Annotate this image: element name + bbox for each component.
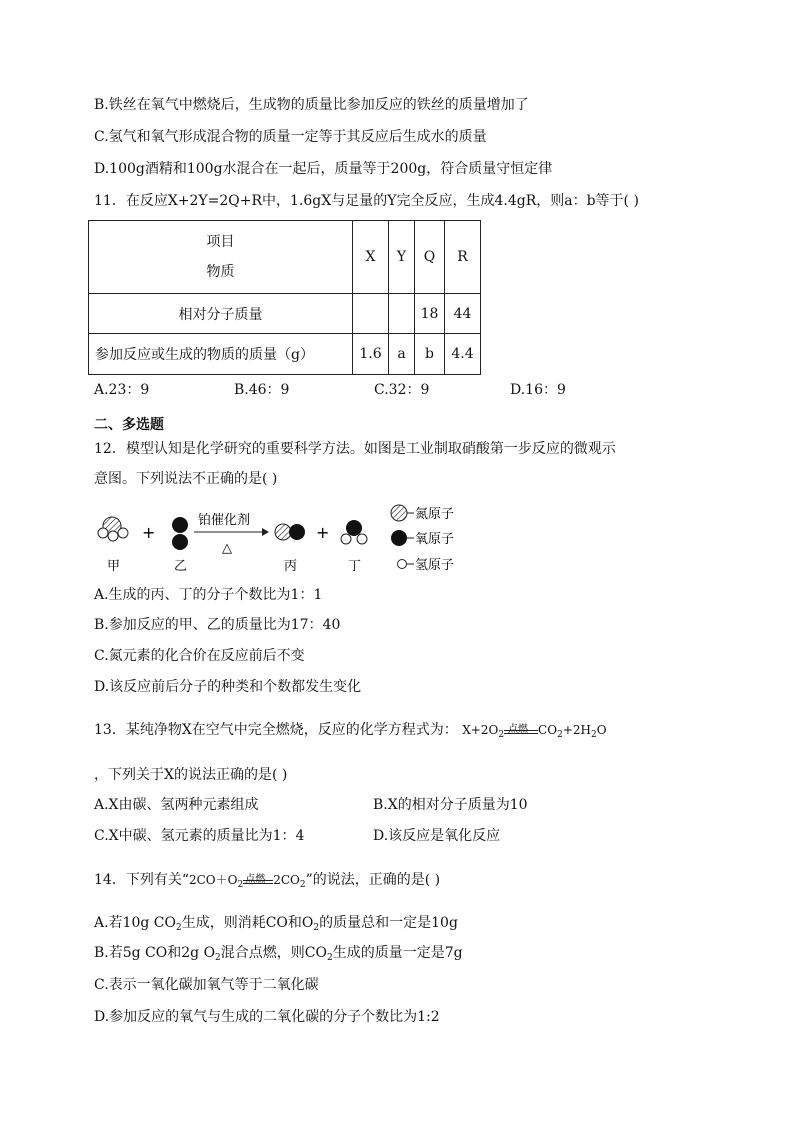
opt-sub: 2 [215,953,221,963]
q14-option-d: D.参加反应的氧气与生成的二氧化碳的分子个数比为1:2 [94,1009,440,1025]
legend-hydrogen [398,558,455,573]
eq-sub: 2 [237,880,244,890]
eq-sub: 2 [557,730,563,740]
legend-nitrogen-label: 氮原子 [415,507,455,522]
opt-text: 混合点燃，则CO [220,945,327,961]
opt-text: 生成，则消耗CO和O [181,915,314,931]
q12-option-c: C.氮元素的化合价在反应前后不变 [94,648,305,664]
label-yi: 乙 [174,559,188,574]
q12-stem-line1: 12．模型认知是化学研究的重要科学方法。如图是工业制取硝酸第一步反应的微观示 [94,441,616,457]
molecule-jia-icon [98,517,128,541]
opt-sub: 2 [326,953,333,963]
q13-option-d: D.该反应是氧化反应 [373,828,501,844]
q10-option-b: B.铁丝在氧气中燃烧后，生成物的质量比参加反应的铁丝的质量增加了 [94,97,529,113]
q13-option-c: C.X中碳、氢元素的质量比为1：4 [94,828,305,844]
q13-option-b: B.X的相对分子质量为10 [373,797,528,813]
q12-stem-line2: 意图。下列说法不正确的是( ) [94,471,278,487]
arrow-head-icon [262,528,269,536]
table-col-q: Q [415,221,445,294]
table-row1-label: 相对分子质量 [89,294,353,334]
table-col-y: Y [389,221,415,294]
table-header-cell [89,221,353,294]
hydrogen-atom-icon [398,560,407,569]
label-bing: 丙 [284,559,298,574]
catalyst-label: 铂催化剂 [198,513,251,528]
q12-reaction-diagram [94,500,494,580]
q13-stem-line2: ，下列关于X的说法正确的是( ) [94,767,288,783]
q13-stem-line1 [94,721,607,739]
q13-equation [462,721,606,739]
q14-option-b [94,944,463,962]
q11-option-a: A.23：9 [94,382,150,398]
oxygen-atom-icon [391,530,407,546]
eq-sub: 2 [299,880,306,890]
q11-table [88,220,481,375]
legend-nitrogen [391,505,454,522]
eq-sub: 2 [498,730,505,740]
q13-option-a: A.X由碳、氢两种元素组成 [94,797,259,813]
legend-hydrogen-label: 氢原子 [415,558,455,573]
eq-right: O [596,723,607,737]
table-cell: 44 [445,294,481,334]
eq-right: CO [538,723,558,737]
table-cell [353,294,389,334]
table-cell: 1.6 [353,334,389,375]
q11-stem: 11．在反应X+2Y=2Q+R中，1.6gX与足量的Y完全反应，生成4.4gR，则a：b等于( ) [94,193,639,209]
legend-oxygen [391,530,454,547]
eq-sub: 2 [590,730,597,740]
table-header-substance: 物质 [206,264,235,280]
opt-sub: 2 [175,923,182,933]
eq-left: 2CO＋O [188,873,238,887]
q14-option-c: C.表示一氧化碳加氧气等于二氧化碳 [94,977,319,993]
label-jia: 甲 [107,559,121,574]
opt-text: 生成的质量一定是7g [332,945,463,961]
table-col-r: R [445,221,481,294]
eq-right: +2H [562,723,591,737]
eq-condition: 点燃 [508,724,529,735]
table-header-item: 项目 [206,234,235,250]
legend-oxygen-label: 氧原子 [415,532,455,547]
q10-option-d: D.100g酒精和100g水混合在一起后，质量等于200g，符合质量守恒定律 [94,161,553,177]
q11-option-d: D.16：9 [510,382,566,398]
eq-condition: 点燃 [245,874,266,885]
section-title: 二、多选题 [94,417,164,433]
molecule-bing-icon [275,524,305,540]
eq-right: 2CO [273,873,300,887]
q13-stem-prefix: 13．某纯净物X在空气中完全燃烧，反应的化学方程式为： [94,722,458,738]
q14-stem-prefix: 14．下列有关“ [94,872,189,888]
eq-left: X+2O [462,723,499,737]
molecule-ding-icon [341,520,367,544]
plus-sign: + [316,523,330,542]
molecule-yi-icon [172,517,188,550]
heat-symbol: △ [222,541,232,556]
q12-option-d: D.该反应前后分子的种类和个数都发生变化 [94,679,362,695]
nitrogen-atom-icon [391,505,407,521]
q14-stem-suffix: ”的说法，正确的是( ) [305,872,441,888]
label-ding: 丁 [348,559,362,574]
plus-sign: + [142,523,156,542]
opt-sub: 2 [313,923,320,933]
table-cell: b [415,334,445,375]
q12-option-a: A.生成的丙、丁的分子个数比为1：1 [94,587,323,603]
table-cell: 4.4 [445,334,481,375]
opt-text: 的质量总和一定是10g [319,915,458,931]
q14-equation [189,871,306,889]
q14-option-a [94,914,458,932]
q14-stem [94,871,440,889]
q10-option-c: C.氢气和氧气形成混合物的质量一定等于其反应后生成水的质量 [94,129,487,145]
table-col-x: X [353,221,389,294]
opt-text: A.若10g CO [94,915,176,931]
q11-option-c: C.32：9 [374,382,430,398]
opt-text: B.若5g CO和2g O [94,945,216,961]
table-row2-label: 参加反应或生成的物质的质量（g） [89,334,353,375]
table-cell [389,294,415,334]
table-cell: a [389,334,415,375]
q12-option-b: B.参加反应的甲、乙的质量比为17：40 [94,617,341,633]
table-cell: 18 [415,294,445,334]
q11-option-b: B.46：9 [234,382,290,398]
